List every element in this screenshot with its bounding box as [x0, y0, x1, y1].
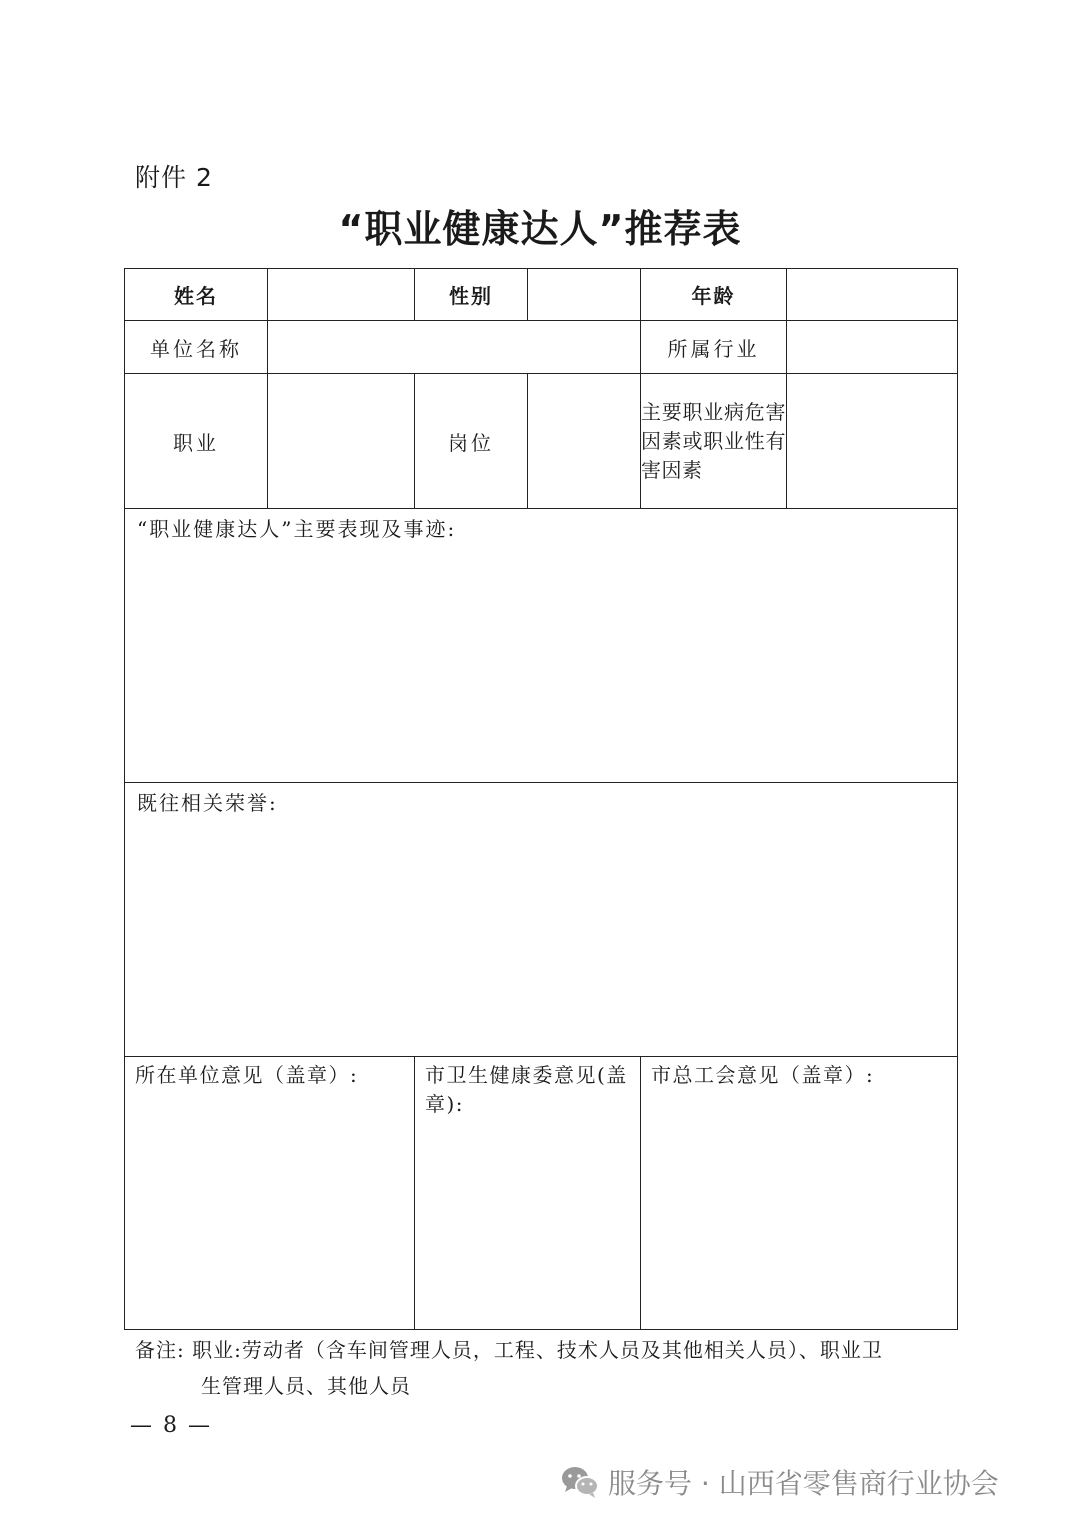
- attachment-label: 附件 2: [135, 163, 213, 192]
- page-number: — 8 —: [130, 1413, 212, 1438]
- age-field[interactable]: [787, 269, 958, 321]
- name-field[interactable]: [268, 269, 415, 321]
- wechat-icon: [560, 1465, 600, 1499]
- occupation-field[interactable]: [268, 374, 415, 509]
- achievements-label: “职业健康达人”主要表现及事迹:: [137, 517, 457, 541]
- industry-field[interactable]: [787, 321, 958, 374]
- gender-field[interactable]: [528, 269, 641, 321]
- hazard-factors-label: 主要职业病危害因素或职业性有害因素: [641, 374, 787, 509]
- age-label: 年龄: [641, 269, 787, 321]
- position-label: 岗位: [415, 374, 528, 509]
- remarks-line-1: 职业:劳动者（含车间管理人员，工程、技术人员及其他相关人员）、职业卫: [192, 1338, 883, 1362]
- health-committee-opinion-label: 市卫生健康委意见(盖章):: [425, 1063, 628, 1116]
- union-opinion-label: 市总工会意见（盖章）:: [651, 1063, 875, 1087]
- union-opinion-section[interactable]: [641, 1057, 958, 1330]
- form-title: “职业健康达人”推荐表: [338, 207, 742, 251]
- remarks-line-2: 生管理人员、其他人员: [201, 1374, 411, 1398]
- gender-label: 性别: [415, 269, 528, 321]
- honors-label: 既往相关荣誉:: [137, 791, 278, 815]
- health-committee-opinion-section[interactable]: [415, 1057, 641, 1330]
- hazard-factors-field[interactable]: [787, 374, 958, 509]
- position-field[interactable]: [528, 374, 641, 509]
- unit-opinion-label: 所在单位意见（盖章）:: [135, 1063, 359, 1087]
- name-label: 姓名: [125, 269, 268, 321]
- unit-name-label: 单位名称: [125, 321, 268, 374]
- industry-label: 所属行业: [641, 321, 787, 374]
- footer-text: 服务号 · 山西省零售商行业协会: [608, 1467, 999, 1500]
- unit-name-field[interactable]: [268, 321, 641, 374]
- unit-opinion-section[interactable]: [125, 1057, 415, 1330]
- recommendation-form: [124, 268, 958, 1330]
- remarks: [135, 1332, 955, 1404]
- occupation-label: 职业: [125, 374, 268, 509]
- honors-section[interactable]: [125, 783, 958, 1057]
- remarks-label: 备注:: [135, 1338, 185, 1362]
- achievements-section[interactable]: [125, 509, 958, 783]
- watermark-footer: [560, 1462, 999, 1502]
